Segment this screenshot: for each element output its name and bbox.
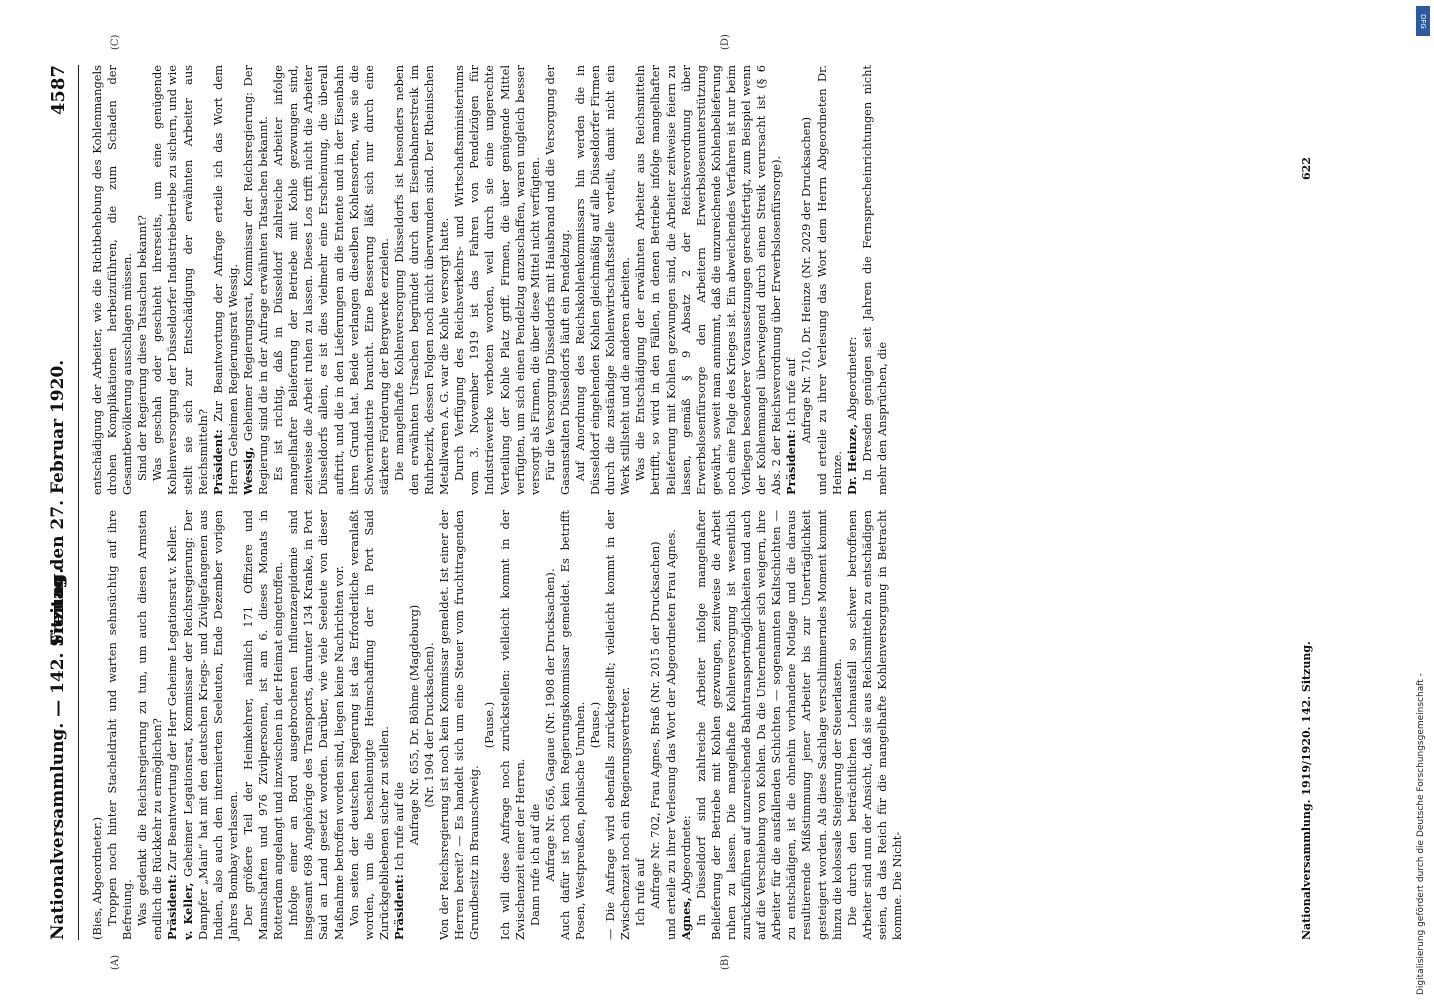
- left_column-paragraph: (Nr. 1904 der Drucksachen).: [422, 642, 437, 808]
- left_column-paragraph: Präsident: Zur Beantwortung der Herr Geheime Legationsrat v. Keller.: [165, 525, 180, 940]
- speaker-name: Dr. Heinze,: [844, 423, 859, 495]
- margin-mark-a: (A): [110, 954, 121, 970]
- left_column-paragraph: Von seiten der deutschen Regierung ist das Erforderliche veranlaßt worden, um die beschleunigte Heimschaffung der in Port Said Zurückgebliebenen sicher zu stellen.: [346, 510, 391, 940]
- page-header: [48, 65, 78, 940]
- margin-mark-d: (D): [720, 34, 731, 50]
- left_column-paragraph: Dann rufe ich auf die: [527, 803, 542, 926]
- speaker-name: Präsident:: [165, 874, 180, 940]
- left_column-paragraph: Infolge einer an Bord ausgebrochenen Influenzaepidemie sind insgesamt 698 Angehörige des Transports, darunter 134 Kranke, in Port Said an Land gesetzt worden. Darüber, wie viele Seeleute von dieser Maßnahme betroffen worden sind, liegen keine Nachrichten vor.: [286, 510, 346, 940]
- footer-left: Nationalversammlung. 1919/1920. 142. Sitzung.: [1300, 641, 1313, 940]
- left_column-paragraph: v. Keller, Geheimer Legationsrat, Kommissar der Reichsregierung: Der Dampfer „Main“ hat mit den deutschen Kriegs- und Zivilgefangenen aus Indien, also auch den internierten Seeleuten, Ende Dezember vorigen Jahres Bombay verlassen.: [180, 510, 240, 940]
- header-rule: [78, 65, 79, 940]
- header-left: Nationalversammlung. — 142. Sitzung.: [48, 567, 68, 940]
- left_column-paragraph: — Die Anfrage wird ebenfalls zurückgestellt; vielleicht kommt in der Zwischenzeit noch ein Regierungsvertreter.: [603, 510, 633, 940]
- left_column-paragraph: Was gedenkt die Reichsregierung zu tun, um auch diesen Armsten endlich die Rückkehr zu ermöglichen?: [135, 510, 165, 940]
- right_column-paragraph: In Dresden genügen seit Jahren die Fernsprecheinrichtungen nicht mehr den Ansprüchen, die: [859, 65, 889, 495]
- left_column-paragraph: Von der Reichsregierung ist noch kein Kommissar gemeldet. Ist einer der Herren bereit? — Es handelt sich um eine Steuer vom fruchttragenden Grundbesitz in Braunschweig.: [437, 510, 482, 940]
- digitization-watermark: [1412, 0, 1434, 1000]
- speaker-name: Agnes,: [678, 897, 693, 940]
- right_column-paragraph: Dr. Heinze, Abgeordneter:: [844, 336, 859, 495]
- footer-page-sheet: 622: [1300, 157, 1313, 180]
- right_column-paragraph: Es ist richtig, daß in Düsseldorf zahlreiche Arbeiter infolge mangelhafter Belieferung der Betriebe mit Kohle gezwungen sind, zeitweise die Arbeit ruhen zu lassen. Dieses Los trifft nicht die Arbeiter Düsseldorfs allein, es ist dies vielmehr eine Erscheinung, die überall auftritt, und die in den Lieferungen an die Entente und in der Eisenbahn ihren Grund hat. Beide verlangen dieselben Kohlensorten, wie sie die Schwerindustrie braucht. Eine Besserung läßt sich nur durch eine stärkere Förderung der Bergwerke erzielen.: [271, 65, 391, 495]
- left_column-paragraph: Anfrage Nr. 656, Gagaue (Nr. 1908 der Drucksachen).: [542, 568, 557, 882]
- left_column-paragraph: In Düsseldorf sind zahlreiche Arbeiter infolge mangelhafter Belieferung der Betriebe mit Kohlen gezwungen, zeitweise die Arbeit ruhen zu lassen. Die mangelhafte Kohlenversorgung ist wesentlich zurückzuführen auf unzureichende Bahntransportmöglichkeiten und auch auf die Verschiebung von Kohlen. Da die Unternehmer sich weigern, ihre Arbeiter für die ausfallenden Schichten — sogenannten Kaltschichten — zu entschädigen, ist die ohnehin vorhandene Notlage und die daraus resultierende Mißstimmung jener Arbeiter bis zur Unerträglichkeit gesteigert worden. Als diese Sachlage verschlimmerndes Moment kommt hinzu die kolossale Steigerung der Steuerlasten.: [693, 510, 844, 940]
- left_column-paragraph: Ich rufe auf: [633, 858, 648, 926]
- right_column-paragraph: Wessig, Geheimer Regierungsrat, Kommissar der Reichsregierung: Der Regierung sind die in der Anfrage erwähnten Tatsachen bekannt.: [240, 65, 271, 495]
- margin-mark-c: (C): [110, 34, 121, 50]
- left_column-paragraph: (Bies, Abgeordneter.): [90, 816, 104, 940]
- left-column: [90, 510, 905, 940]
- left_column-paragraph: Troppen noch hinter Stacheldraht und warten sehnsüchtig auf ihre Befreiung.: [105, 510, 135, 940]
- speaker-name: Präsident:: [784, 429, 799, 495]
- right_column-paragraph: Auf Anordnung des Reichskohlenkommissars hin werden die in Düsseldorf eingehenden Kohlen gleichmäßig auf alle Düsseldorfer Firmen durch die zuständige Kohlenwirtschaftsstelle verteilt, damit nicht ein Werk stillsteht und die anderen arbeiten.: [573, 65, 633, 495]
- left_column-paragraph: Auch dafür ist noch kein Regierungskommissar gemeldet. Es betrifft Posen, Westpreußen, polnische Unruhen.: [557, 510, 587, 940]
- right_column-paragraph: entschädigung der Arbeiter, wie die Richtbehebung des Kohlenmangels drohen Komplikationen herbeizuführen, die zum Schaden der Gesamtbevölkerung ausschlagen müssen.: [90, 65, 135, 495]
- right_column-paragraph: Für die Versorgung Düsseldorfs mit Hausbrand und die Versorgung der Gasanstalten Düsseldorfs läuft ein Pendelzug.: [542, 65, 572, 495]
- left_column-paragraph: Ich will diese Anfrage noch zurückstellen: vielleicht kommt in der Zwischenzeit einer der Herren.: [497, 510, 527, 940]
- left_column-paragraph: Anfrage Nr. 702, Frau Agnes, Braß (Nr. 2015 der Drucksachen): [648, 541, 663, 909]
- right_column-paragraph: Präsident: Ich rufe auf: [784, 358, 799, 495]
- header-date: Freitag den 27. Februar 1920.: [48, 359, 68, 646]
- right_column-paragraph: Anfrage Nr. 710, Dr. Heinze (Nr. 2029 der Drucksachen): [799, 116, 814, 444]
- left_column-paragraph: und erteile zu ihrer Verlesung das Wort der Abgeordneten Frau Agnes.: [663, 529, 678, 940]
- speaker-name: Präsident:: [391, 874, 406, 940]
- right_column-paragraph: Die mangelhafte Kohlenversorgung Düsseldorfs ist besonders neben den erwähnten Ursachen begründet durch den Eisenbahnerstreik im Ruhrbezirk, dessen Folgen noch nicht überwunden sind. Der Rheinischen Metallwaren A. G. war die Kohle versorgt hatte.: [391, 65, 452, 495]
- left_column-paragraph: (Pause.): [588, 701, 603, 749]
- page-number: 4587: [48, 65, 69, 116]
- right-column: [90, 65, 890, 495]
- speaker-name: Präsident:: [210, 429, 225, 495]
- watermark-text: Digitalisierung gefördert durch die Deutsche Forschungsgemeinschaft -: [1416, 673, 1426, 995]
- margin-mark-b: (B): [720, 954, 731, 970]
- right_column-paragraph: Was geschah oder geschieht ihrerseits, um eine genügende Kohlenversorgung der Düsseldorfer Industriebetriebe zu sichern, und wie stellt sie sich zur Entschädigung der erwähnten Arbeiter aus Reichsmitteln?: [150, 65, 210, 495]
- left_column-paragraph: Die durch den beträchtlichen Lohnausfall so schwer betroffenen Arbeiter sind nun der Ansicht, daß sie aus Reichsmitteln zu entschädigen seien, da das Reich für die mangelhafte Kohlenversorgung in Betracht komme. Die Nicht-: [844, 510, 904, 940]
- left_column-paragraph: Präsident: Ich rufe auf die: [391, 781, 406, 940]
- right_column-paragraph: Präsident: Zur Beantwortung der Anfrage erteile ich das Wort dem Herrn Geheimen Regierungsrat Wessig.: [210, 65, 240, 495]
- left_column-paragraph: Anfrage Nr. 655, Dr. Böhme (Magdeburg): [406, 604, 421, 846]
- speaker-name: Wessig,: [240, 446, 255, 495]
- right_column-paragraph: und erteile zu ihrer Verlesung das Wort dem Herrn Abgeordneten Dr. Heinze.: [814, 65, 844, 495]
- right_column-paragraph: Durch Verfügung des Reichsverkehrs- und Wirtschaftsministeriums vom 3. November 1919 ist das Fahren von Pendelzügen für Industriewerke verboten worden, weil durch sie eine ungerechte Verteilung der Kohle Platz griff. Firmen, die über genügende Mittel verfügten, um sich einen Pendelzug anzuschaffen, waren ungleich besser versorgt als Firmen, die über diese Mittel nicht verfügten.: [452, 65, 542, 495]
- right_column-paragraph: Was die Entschädigung der erwähnten Arbeiter aus Reichsmitteln betrifft, so wird in den Fällen, in denen Betriebe infolge mangelhafter Belieferung mit Kohlen gezwungen sind, die Arbeiter zeitweise feiern zu lassen, gemäß § 9 Absatz 2 der Reichsverordnung über Erwerbslosenfürsorge den Arbeitern Erwerbslosenunterstützung gewährt, soweit man annimmt, daß die unzureichende Kohlenbelieferung noch eine Folge des Krieges ist. Ein abweichendes Verfahren ist nur beim Vorliegen besonderer Voraussetzungen gerechtfertigt, zum Beispiel wenn der Kohlenmangel überwiegend durch einen Streik verursacht ist (§ 6 Abs. 2 der Reichsverordnung über Erwerbslosenfürsorge).: [633, 65, 784, 495]
- right_column-paragraph: Sind der Regierung diese Tatsachen bekannt?: [135, 215, 150, 481]
- left_column-paragraph: (Pause.): [482, 701, 497, 749]
- speaker-name: v. Keller,: [180, 882, 195, 940]
- left_column-paragraph: Agnes, Abgeordnete:: [678, 815, 693, 940]
- left_column-paragraph: Der größere Teil der Heimkehrer, nämlich 171 Offiziere und Mannschaften und 976 Zivilpersonen, ist am 6. dieses Monats in Rotterdam angelangt und inzwischen in der Heimat eingetroffen.: [240, 510, 286, 940]
- dfg-logo: DFG: [1416, 6, 1430, 36]
